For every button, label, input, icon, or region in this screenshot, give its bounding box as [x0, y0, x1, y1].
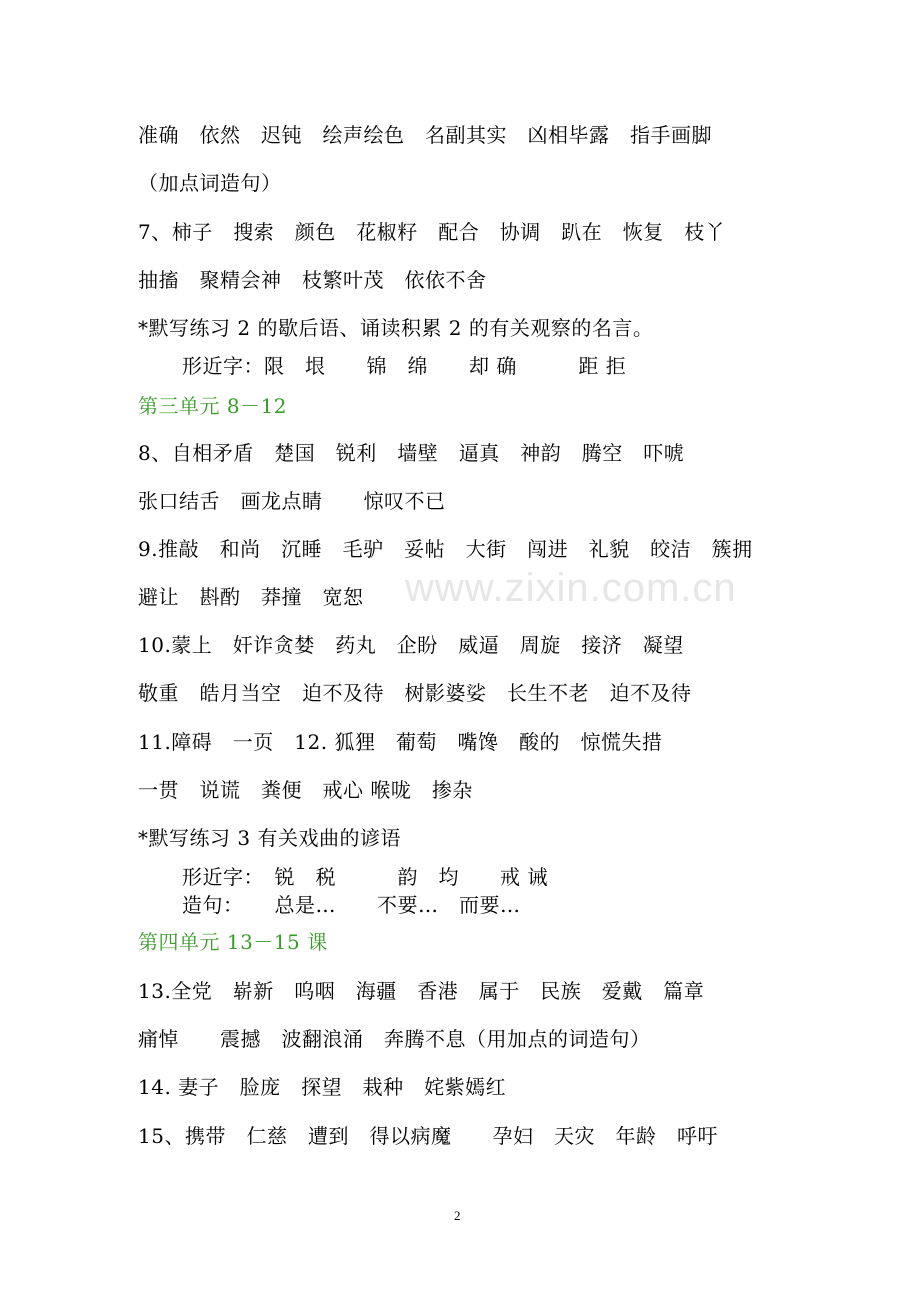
text-line: 13.全党 崭新 呜咽 海疆 香港 属于 民族 爱戴 篇章: [138, 979, 705, 1003]
page-number: 2: [454, 1208, 461, 1223]
text-line: 7、柿子 搜索 颜色 花椒籽 配合 协调 趴在 恢复 枝丫: [138, 220, 726, 244]
text-line: *默写练习 3 有关戏曲的谚语: [138, 826, 401, 850]
text-line: 9.推敲 和尚 沉睡 毛驴 妥帖 大街 闯进 礼貌 皎洁 簇拥: [138, 537, 753, 561]
similar-characters-line: 形近字：限 垠 锦 绵 却 确 距 拒: [182, 354, 627, 378]
text-line: 准确 依然 迟钝 绘声绘色 名副其实 凶相毕露 指手画脚: [138, 123, 712, 147]
text-line: *默写练习 2 的歇后语、诵读积累 2 的有关观察的名言。: [138, 316, 654, 340]
text-line: 抽搐 聚精会神 枝繁叶茂 依依不舍: [138, 268, 487, 292]
similar-characters-line: 形近字： 锐 税 韵 均 戒 诫: [182, 865, 548, 889]
section-heading: 第三单元 8－12: [138, 394, 288, 418]
text-line: 避让 斟酌 莽撞 宽恕: [138, 585, 364, 609]
text-line: 15、携带 仁慈 遭到 得以病魔 孕妇 天灾 年龄 呼吁: [138, 1124, 718, 1148]
text-line: （加点词造句）: [138, 171, 282, 195]
section-heading: 第四单元 13－15 课: [138, 930, 328, 954]
text-line: 10.蒙上 奸诈贪婪 药丸 企盼 威逼 周旋 接济 凝望: [138, 633, 684, 657]
text-line: 张口结舌 画龙点睛 惊叹不已: [138, 489, 446, 513]
text-line: 11.障碍 一页 12. 狐狸 葡萄 嘴馋 酸的 惊慌失措: [138, 730, 663, 754]
text-line: 一贯 说谎 粪便 戒心 喉咙 掺杂: [138, 778, 473, 802]
text-line: 14. 妻子 脸庞 探望 栽种 姹紫嫣红: [138, 1075, 507, 1099]
sentence-making-line: 造句： 总是… 不要… 而要…: [182, 893, 521, 917]
text-line: 敬重 皓月当空 迫不及待 树影婆娑 长生不老 迫不及待: [138, 681, 692, 705]
text-line: 8、自相矛盾 楚国 锐利 墙壁 逼真 神韵 腾空 吓唬: [138, 441, 685, 465]
text-line: 痛悼 震撼 波翻浪涌 奔腾不息（用加点的词造句）: [138, 1027, 651, 1051]
watermark: www.zixin.com.cn: [405, 566, 737, 610]
